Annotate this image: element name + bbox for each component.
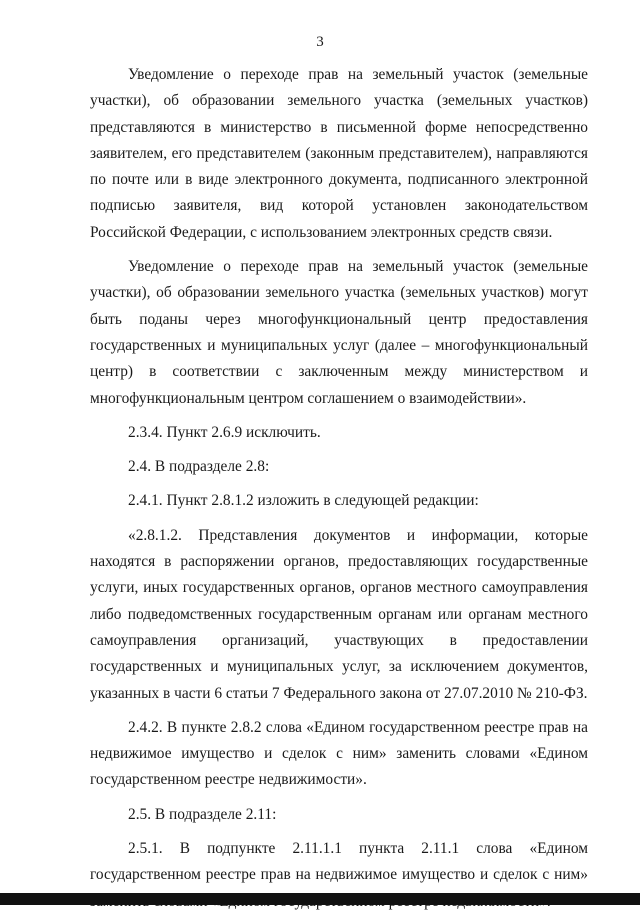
paragraph-2-5-1: 2.5.1. В подпункте 2.11.1.1 пункта 2.11.1 слова «Едином государственном реестре прав на недвижимое имущество и сделок с ним» <box>90 840 588 884</box>
paragraph-notice-submission: Уведомление о переходе прав на земельный участок (земельные участки), об образовании земельного участка (земельных участков) представляются в министерство в письменной форме непосредственно заявителем, его представителем (законным представителем), направляются по почте или в виде электронного документа, подписанного электронной подписью заявителя, вид которой установлен законодательством Российской Федерации, с использованием электронных средств связи. <box>90 66 588 241</box>
scan-bottom-edge <box>0 893 640 905</box>
paragraph-2-5: 2.5. В подразделе 2.11: <box>128 805 277 823</box>
paragraph-notice-mfc: Уведомление о переходе прав на земельный участок (земельные участки), об образовании земельного участка (земельных участков) могут быть поданы через многофункциональный центр предоставления государственных и муниципальных услуг (далее – многофункциональный центр) в соответствии с заключенным между министерством и многофункциональным центром соглашением о взаимодействии». <box>90 258 588 407</box>
paragraph-2-4-1: 2.4.1. Пункт 2.8.1.2 изложить в следующей редакции: <box>128 492 479 510</box>
page-number: 3 <box>316 34 324 50</box>
paragraph-2-4-2: 2.4.2. В пункте 2.8.2 слова «Едином государственном реестре прав на недвижимое имущество и сделок с ним» заменить словами «Едином государственном реестре недвижимости». <box>90 718 588 789</box>
paragraph-2-8-1-2-quote: «2.8.1.2. Представления документов и информации, которые находятся в распоряжении органов, предоставляющих государственные услуги, иных государственных органов, органов местного самоуправления либо подведомственных государственным органам или органам местного самоуправления организаций, участвующих в предоставлении государственных и муниципальных услуг, за исключением документов, указанных в части 6 статьи 7 Федерального закона от 27.07.2010 № 210-ФЗ. <box>90 526 588 702</box>
paragraph-2-3-4: 2.3.4. Пункт 2.6.9 исключить. <box>128 423 321 441</box>
paragraph-2-4: 2.4. В подразделе 2.8: <box>128 458 270 476</box>
document-body <box>90 62 588 915</box>
